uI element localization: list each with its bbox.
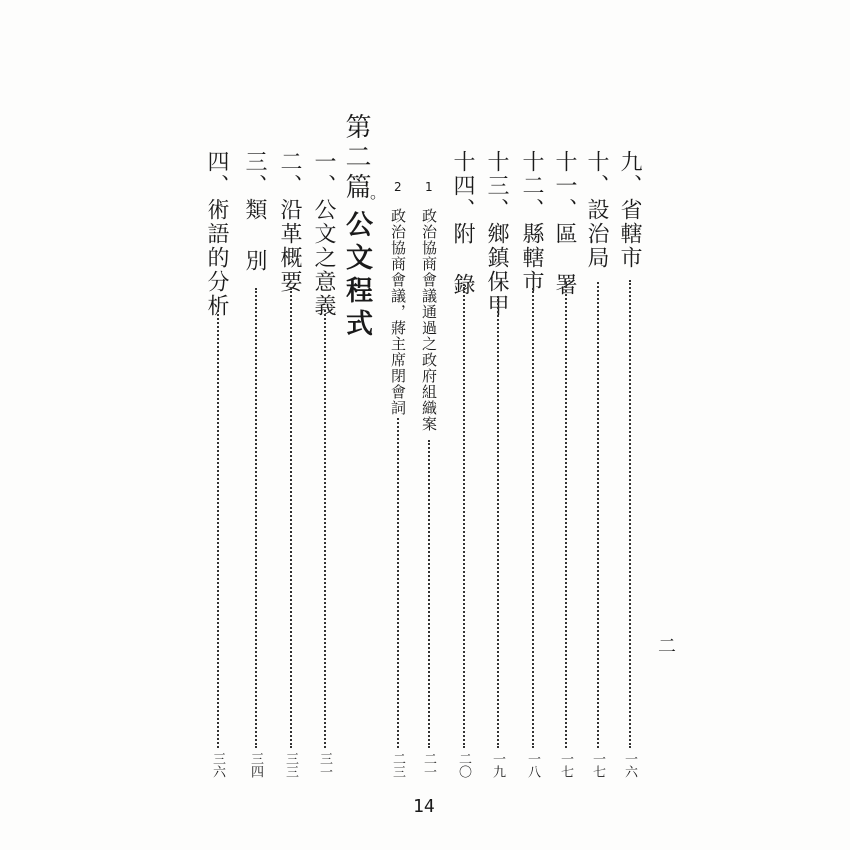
toc-entry-label: 十四、附 錄 xyxy=(450,150,475,297)
toc-entry-page: 一九 xyxy=(490,752,505,778)
appendix-label: 政治協商會議通過之政府組織案 xyxy=(420,208,438,432)
leader-dots xyxy=(290,288,294,748)
toc-entry-label: 十二、縣轄市 xyxy=(519,150,544,294)
toc-entry-page: 一七 xyxy=(590,752,605,778)
leader-dots xyxy=(497,296,501,748)
leader-dots xyxy=(255,288,259,748)
toc-entry-label: 九、省轄市 xyxy=(617,150,642,270)
part-title: 第二篇 xyxy=(341,113,371,203)
toc-entry-label: 十一、區 署 xyxy=(552,150,577,297)
leader-dots xyxy=(463,284,467,748)
appendix-label: 政治協商會議，蔣主席閉會詞 xyxy=(389,208,407,416)
appendix-number: 2 xyxy=(394,180,402,194)
toc-entry-page: 一八 xyxy=(525,752,540,778)
leader-dots xyxy=(324,310,328,748)
part-entry-label: 三、類 別 xyxy=(242,150,267,273)
part-entry-page: 三三 xyxy=(283,752,298,778)
toc-entry-page: 一七 xyxy=(558,752,573,778)
part-entry-label: 四、術語的分析 xyxy=(204,150,229,318)
leader-dots xyxy=(565,282,569,748)
toc-entry-label: 十、設治局 xyxy=(584,150,609,270)
part-entry-page: 三四 xyxy=(248,752,263,778)
toc-entry-page: 二〇 xyxy=(456,752,471,778)
part-entry-label: 二、沿革概要 xyxy=(277,150,302,294)
appendix-page: 二三 xyxy=(390,752,405,778)
page-number: 14 xyxy=(413,796,435,817)
appendix-number: 1 xyxy=(425,180,433,194)
side-page-label: 二 xyxy=(655,636,676,654)
toc-entry-label: 十三、鄉鎮保甲 xyxy=(484,150,509,318)
punctuation-mark: 。 xyxy=(370,183,387,202)
leader-dots xyxy=(217,310,221,748)
leader-dots xyxy=(629,280,633,748)
part-entry-label: 一、公文之意義 xyxy=(311,150,336,318)
part-name: 公文程式 xyxy=(341,210,372,342)
part-entry-page: 三一 xyxy=(317,752,332,778)
leader-dots xyxy=(428,440,432,748)
appendix-page: 二一 xyxy=(421,752,436,778)
toc-entry-page: 一六 xyxy=(622,752,637,778)
leader-dots xyxy=(397,418,401,748)
part-entry-page: 三六 xyxy=(210,752,225,778)
leader-dots xyxy=(532,288,536,748)
leader-dots xyxy=(597,282,601,748)
